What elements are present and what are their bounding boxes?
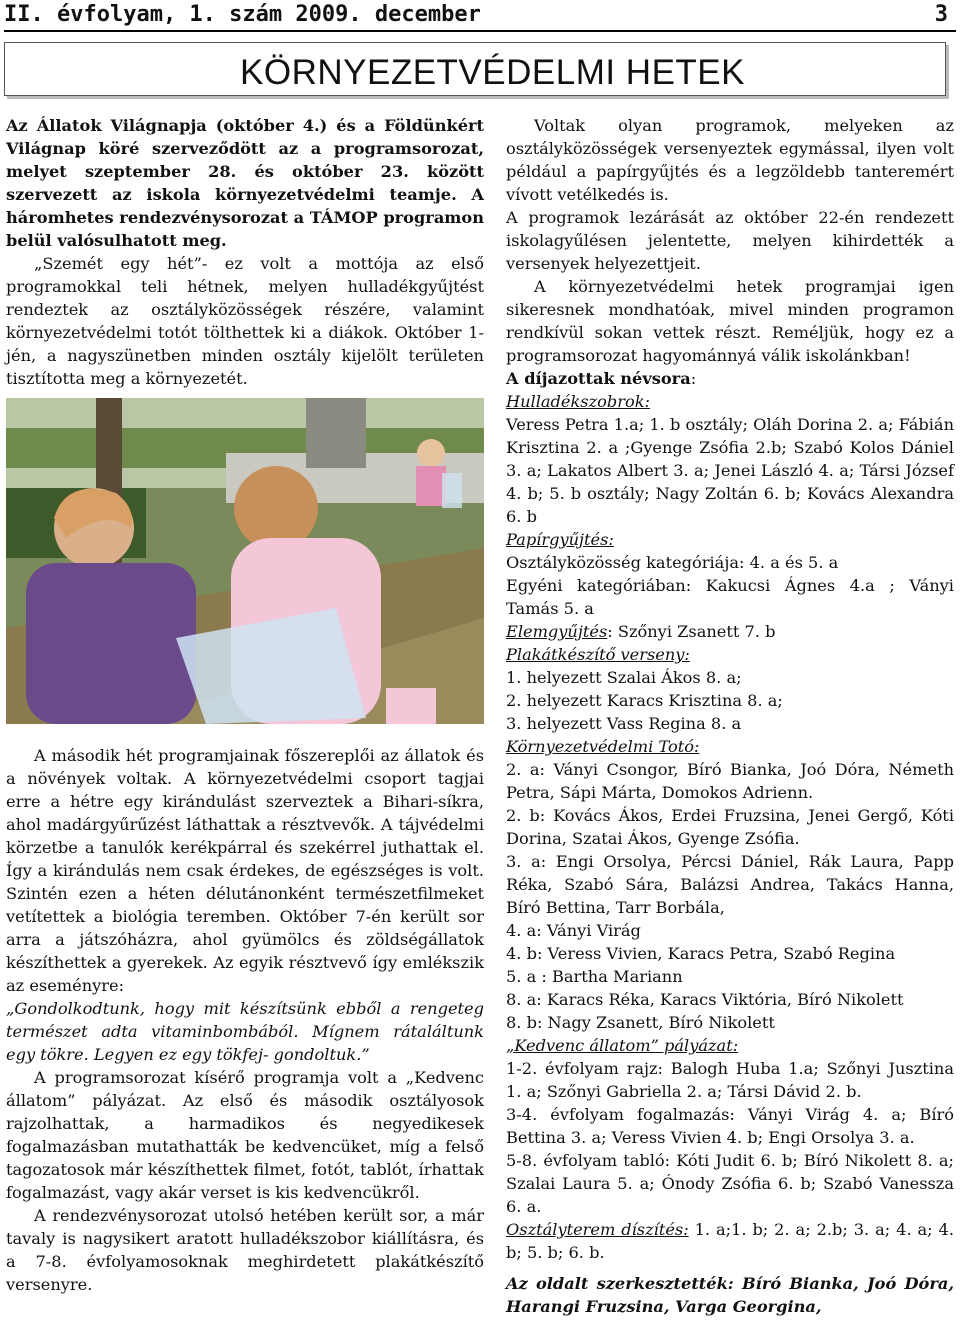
page-number: 3 — [934, 2, 948, 27]
left-paragraph-2: A második hét programjainak főszereplői az állatok és a növények voltak. A környezetvédelmi csoport tagjai erre a hétre egy kirándulást szerveztek a Bihari-síkra, ahol madárgyűrűzést láthattak a résztvevők. A tájvédelmi körzetbe a tanulók kerékpárral és szekérrel juthattak el. Így a kirándulás nem csak érdekes, de egészséges is volt. Szintén ezen a héten délutánonként természetfilmeket vetítettek a biológia teremben. Október 7-én került sor arra a játszóházra, ahol gyümölcs és zöldségállatok készíthettek a gyerekek. Az egyik résztvevő így emlékszik az eseményre: — [6, 746, 484, 995]
winners-colon: : — [690, 369, 697, 388]
participant-quote: „Gondolkodtunk, hogy mit készítsünk ebből a rengeteg természet adta vitaminbombából. Mígnem rátaláltunk egy tökre. Legyen ez egy tökfej- gondoltuk.” — [6, 999, 484, 1064]
papir-class-category: Osztályközösség kategóriája: 4. a és 5. a — [506, 553, 839, 572]
toto-item: 4. a: Ványi Virág — [506, 921, 641, 940]
terem-heading: Osztályterem díszítés: — [506, 1220, 689, 1239]
kedvenc-item: 5-8. évfolyam tabló: Kóti Judit 6. b; Bíró Nikolett 8. a; Szalai Laura 5. a; Ónody Zsófia 6. b; Szabó Vanessza 6. a. — [506, 1151, 954, 1216]
kedvenc-heading: „Kedvenc állatom” pályázat: — [506, 1036, 739, 1055]
papir-heading: Papírgyűjtés: — [506, 530, 614, 549]
left-column — [6, 114, 484, 1296]
toto-item: 8. a: Karacs Réka, Karacs Viktória, Bíró Nikolett — [506, 990, 904, 1009]
plakat-item: 3. helyezett Vass Regina 8. a — [506, 714, 742, 733]
toto-item: 5. a : Bartha Mariann — [506, 967, 683, 986]
left-paragraph-1: „Szemét egy hét”- ez volt a mottója az első programokkal teli hétnek, melyen hulladékgyűjtést rendeztek az osztályközösségek részére, valamint környezetvédelmi totót tölthettek ki a diákok. Október 1-jén, a nagyszünetben minden osztály kijelölt területen tisztította meg a környezetét. — [6, 254, 484, 388]
toto-item: 8. b: Nagy Zsanett, Bíró Nikolett — [506, 1013, 775, 1032]
issue-info: II. évfolyam, 1. szám 2009. december — [4, 2, 481, 27]
plakat-item: 2. helyezett Karacs Krisztina 8. a; — [506, 691, 783, 710]
elem-line — [506, 620, 954, 643]
kedvenc-item: 3-4. évfolyam fogalmazás: Ványi Virág 4. a; Bíró Bettina 3. a; Veress Vivien 4. b; Engi Orsolya 3. a. — [506, 1105, 954, 1147]
terem-winners: 1. a;1. b; 2. a; 2.b; 3. a; 4. a; 4. b; 5. b; 6. b. — [506, 1220, 955, 1262]
elem-winner: : Szőnyi Zsanett 7. b — [607, 622, 776, 641]
article-title: KÖRNYEZETVÉDELMI HETEK — [240, 53, 745, 92]
editors-credit: Az oldalt szerkesztették: Bíró Bianka, Joó Dóra, Harangi Fruzsina, Varga Georgina, — [506, 1274, 954, 1316]
right-paragraph-1: Voltak olyan programok, melyeken az osztályközösségek versenyeztek egymással, ilyen volt például a papírgyűjtés és a legzöldebb tanteremért vívott vetélkedés is. — [506, 116, 954, 204]
plakat-item: 1. helyezett Szalai Ákos 8. a; — [506, 668, 742, 687]
article-title-box — [4, 42, 946, 96]
kedvenc-item: 1-2. évfolyam rajz: Balogh Huba 1.a; Szőnyi Jusztina 1. a; Szőnyi Gabriella 2. a; Társi Dávid 2. b. — [506, 1059, 954, 1101]
plakat-heading: Plakátkészítő verseny: — [506, 645, 690, 664]
winners-label: A díjazottak névsora — [506, 369, 691, 388]
hulladek-heading: Hulladékszobrok: — [506, 392, 650, 411]
elem-heading: Elemgyűjtés — [506, 622, 608, 641]
right-paragraph-3: A környezetvédelmi hetek programjai igen sikeresnek mondhatóak, mivel minden programon rendkívül sokan vettek részt. Reméljük, hogy ez a programsorozat hagyománnyá válik iskolánkban! — [506, 277, 954, 365]
toto-item: 2. a: Ványi Csongor, Bíró Bianka, Joó Dóra, Németh Petra, Sápi Márta, Domokos Adrienn. — [506, 760, 954, 802]
winners-heading — [506, 367, 954, 390]
toto-heading: Környezetvédelmi Totó: — [506, 737, 700, 756]
intro-paragraph: Az Állatok Világnapja (október 4.) és a Földünkért Világnap köré szerveződött az a programsorozat, melyet szeptember 28. és október 23. között szervezett az iskola környezetvédelmi teamje. A háromhetes rendezvénysorozat a TÁMOP programon belül valósulhatott meg. — [6, 116, 484, 250]
hulladek-winners: Veress Petra 1.a; 1. b osztály; Oláh Dorina 2. a; Fábián Krisztina 2. a ;Gyenge Zsófia 2.b; Szabó Kolos Dániel 3. a; Lakatos Albert 3. a; Jenei László 4. a; Társi József 4. b; 5. b osztály; Nagy Zoltán 6. b; Kovács Alexandra 6. b — [506, 415, 954, 526]
page-header — [0, 0, 960, 34]
children-collecting-trash-photo — [6, 398, 484, 724]
toto-item: 4. b: Veress Vivien, Karacs Petra, Szabó Regina — [506, 944, 896, 963]
right-column — [506, 114, 954, 1318]
left-paragraph-3: A programsorozat kísérő programja volt a „Kedvenc állatom” pályázat. Az első és második osztályosok rajzolhattak, a harmadikos és negyedikesek fogalmazásban mutathatták be kedvencüket, míg a felső tagozatosok már készíthettek filmet, fotót, tablót, írhattak fogalmazást, vagy akár verset is kis kedvencükről. — [6, 1068, 484, 1202]
left-paragraph-4: A rendezvénysorozat utolsó hetében került sor, a már tavaly is nagysikert aratott hulladékszobor kiállításra, és a 7-8. évfolyamosoknak meghirdetett plakátkészítő versenyre. — [6, 1206, 484, 1294]
toto-item: 2. b: Kovács Ákos, Erdei Fruzsina, Jenei Gergő, Kóti Dorina, Szatai Ákos, Gyenge Zsófia. — [506, 806, 954, 848]
papir-individual-category: Egyéni kategóriában: Kakucsi Ágnes 4.a ; Ványi Tamás 5. a — [506, 576, 954, 618]
right-paragraph-2: A programok lezárását az október 22-én rendezett iskolagyűlésen jelentette, melyen kihirdették a versenyek helyezettjeit. — [506, 208, 954, 273]
toto-item: 3. a: Engi Orsolya, Pércsi Dániel, Rák Laura, Papp Réka, Szabó Sára, Balázsi Andrea, Takács Hanna, Bíró Bettina, Tarr Borbála, — [506, 852, 954, 917]
header-rule — [4, 30, 956, 32]
terem-line — [506, 1218, 954, 1264]
